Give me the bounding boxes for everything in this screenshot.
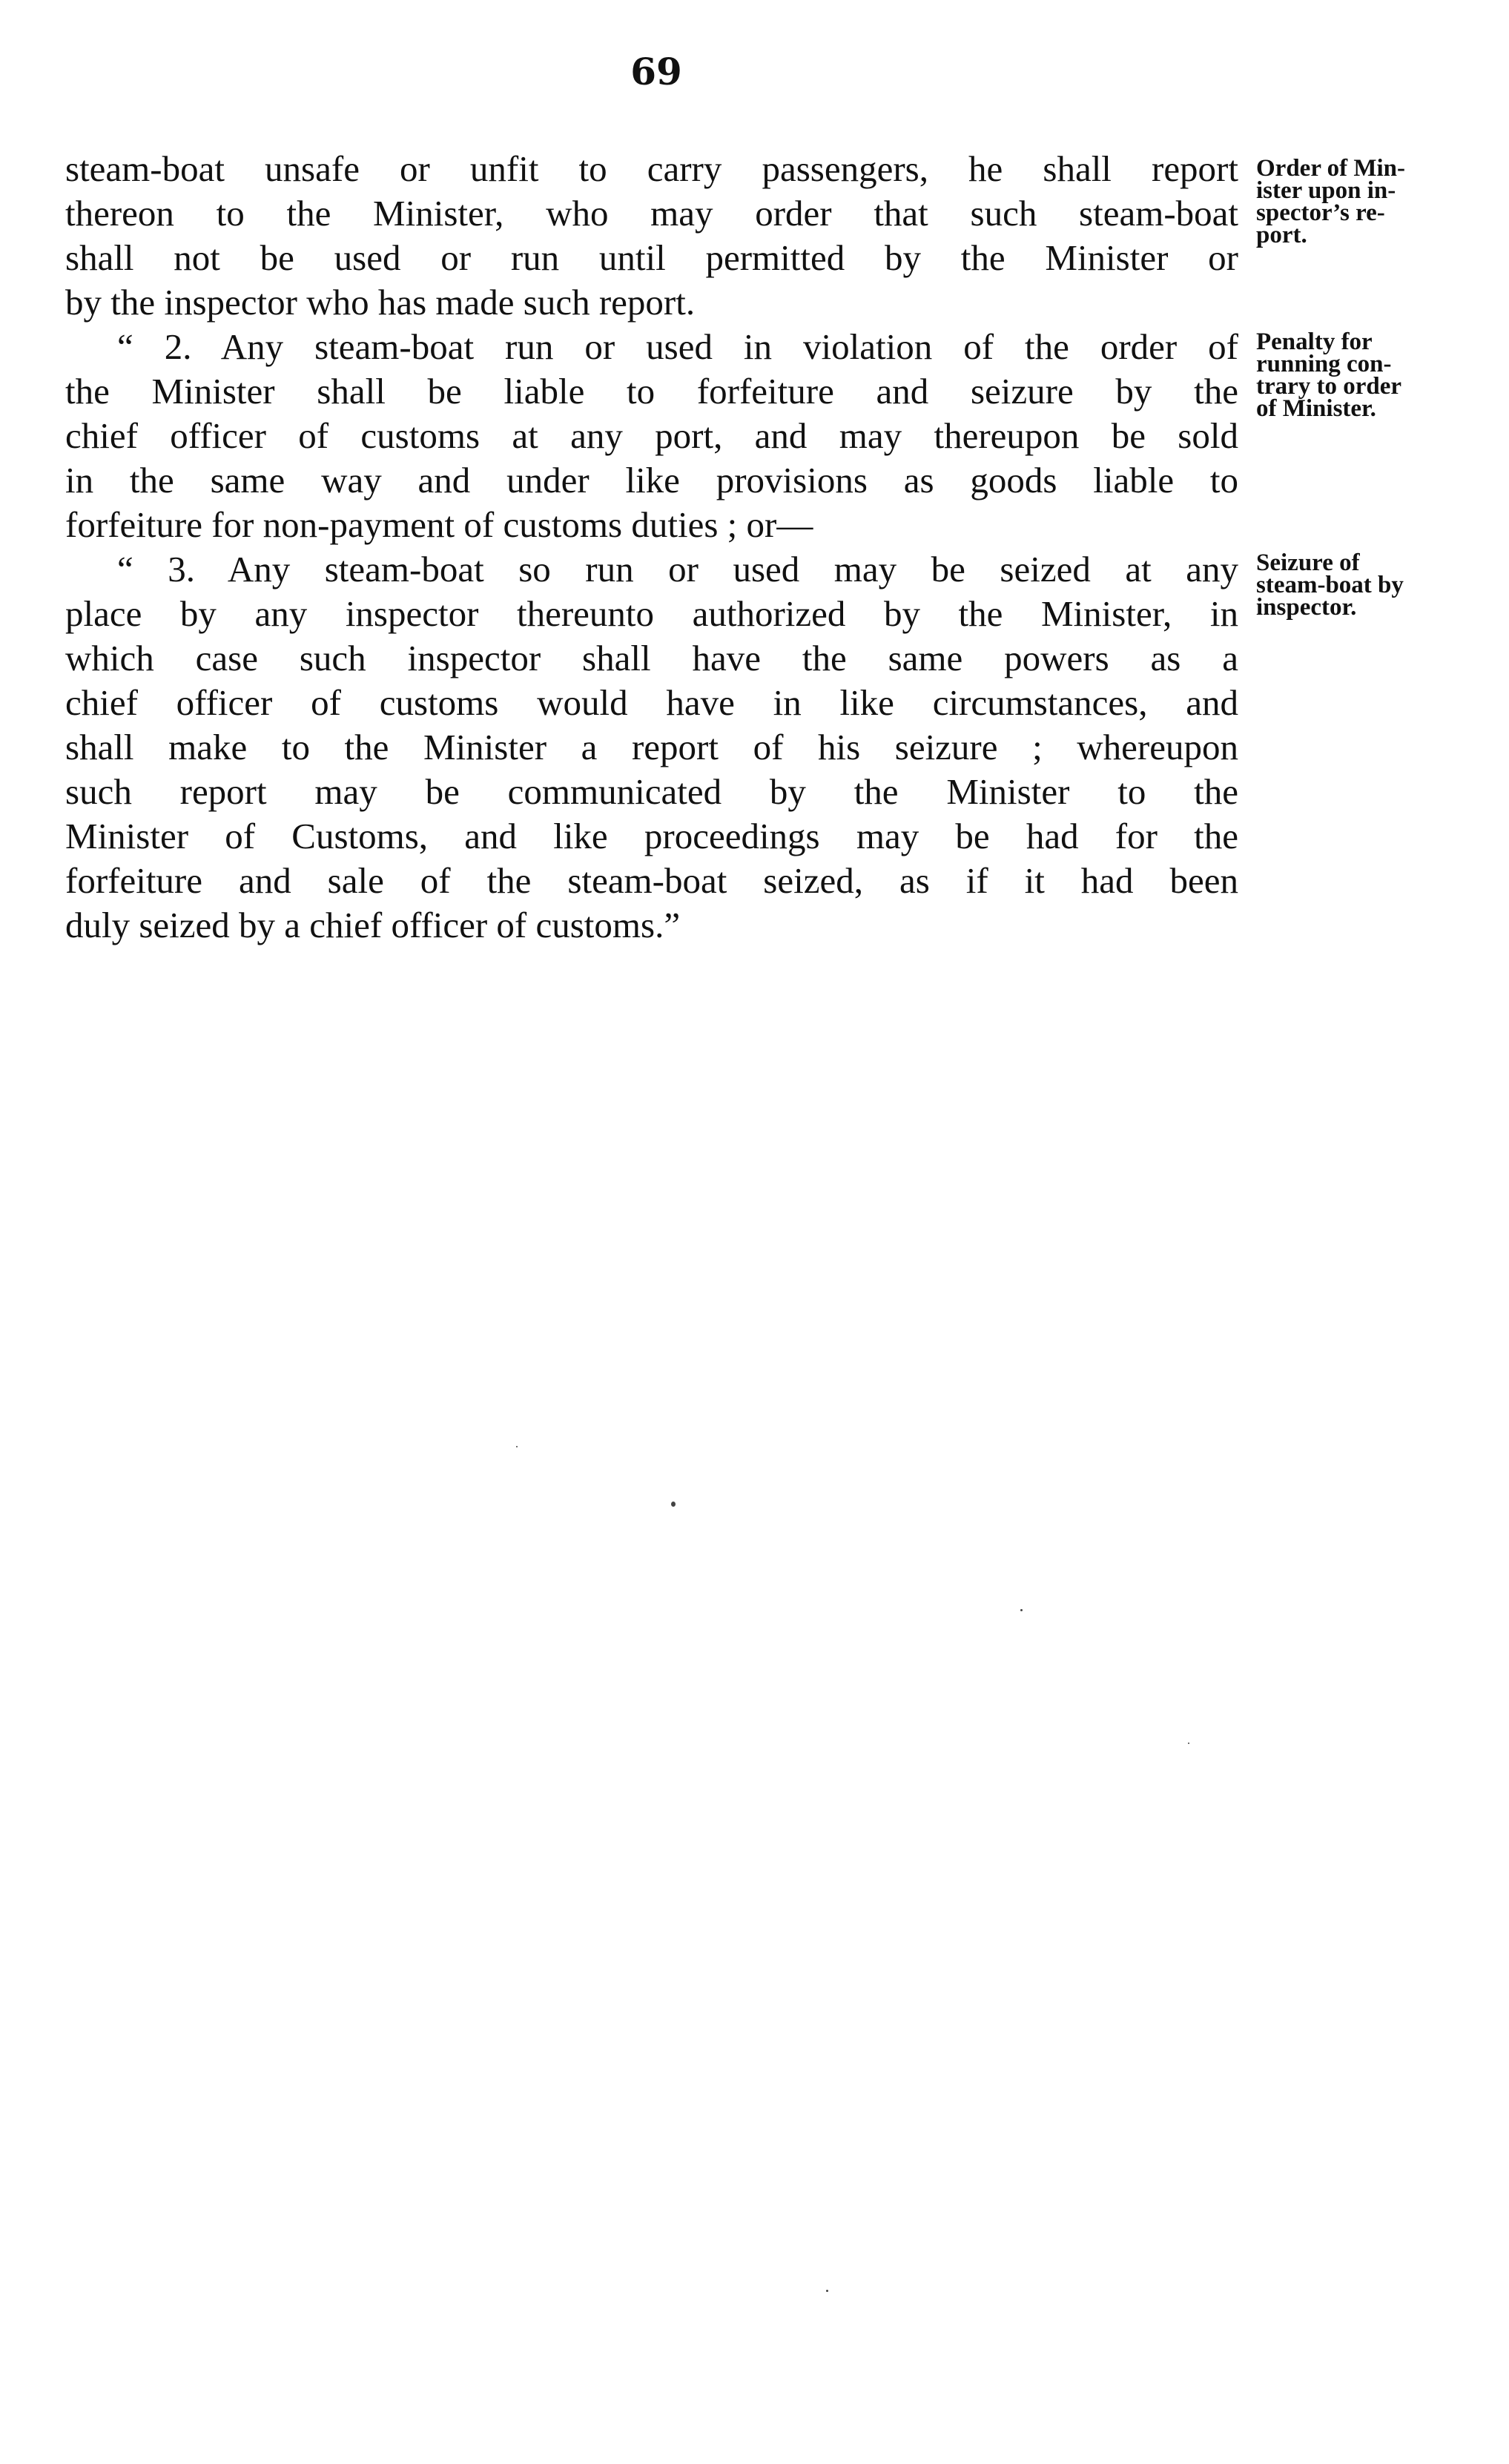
body-line-10: “ 3. Any steam-boat so run or used may be seized at any [117, 549, 1238, 589]
margin-note-line: running con- [1256, 351, 1392, 377]
body-line-14: shall make to the Minister a report of his seizure ; whereupon [65, 727, 1238, 767]
margin-note-line: ister upon in- [1256, 177, 1396, 204]
margin-note-line: inspector. [1256, 594, 1357, 621]
body-line-1: steam-boat unsafe or unfit to carry passengers, he shall report [65, 148, 1238, 189]
body-line-15: such report may be communicated by the Minister to the [65, 771, 1238, 812]
body-line-6: the Minister shall be liable to forfeiture and seizure by the [65, 371, 1238, 412]
margin-note-line: spector’s re- [1256, 199, 1385, 226]
scan-speck [516, 1446, 518, 1447]
body-line-4: by the inspector who has made such report. [65, 282, 696, 323]
body-line-8: in the same way and under like provisions as goods liable to [65, 460, 1238, 501]
body-line-5: “ 2. Any steam-boat run or used in violation of the order of [117, 326, 1238, 367]
scan-speck [1020, 1609, 1023, 1611]
margin-note-seizure [1256, 549, 1479, 621]
body-line-9: forfeiture for non-payment of customs duties ; or— [65, 504, 813, 545]
margin-note-line: port. [1256, 222, 1307, 248]
scan-speck [671, 1502, 676, 1507]
scan-speck [826, 2290, 828, 2292]
margin-note-penalty [1256, 328, 1479, 422]
body-line-17: forfeiture and sale of the steam-boat seized, as if it had been [65, 860, 1238, 901]
margin-note-line: Penalty for [1256, 328, 1373, 355]
margin-note-line: steam-boat by [1256, 572, 1404, 598]
scan-speck [1188, 1743, 1189, 1744]
body-line-11: place by any inspector thereunto authorized by the Minister, in [65, 593, 1238, 634]
margin-note-line: trary to order [1256, 373, 1402, 400]
body-line-2: thereon to the Minister, who may order that such steam-boat [65, 193, 1238, 234]
margin-note-line: Seizure of [1256, 549, 1360, 576]
body-line-16: Minister of Customs, and like proceedings may be had for the [65, 816, 1238, 856]
margin-note-line: Order of Min- [1256, 155, 1406, 182]
body-text [65, 147, 1238, 948]
body-line-3: shall not be used or run until permitted by the Minister or [65, 237, 1238, 278]
body-line-7: chief officer of customs at any port, and may thereupon be sold [65, 415, 1238, 456]
margin-note-order-of-minister [1256, 157, 1479, 246]
body-line-13: chief officer of customs would have in like circumstances, and [65, 682, 1238, 723]
page-number: 69 [630, 50, 682, 93]
body-line-12: which case such inspector shall have the same powers as a [65, 638, 1238, 678]
body-line-18: duly seized by a chief officer of customs.” [65, 905, 681, 945]
margin-note-line: of Minister. [1256, 395, 1376, 422]
